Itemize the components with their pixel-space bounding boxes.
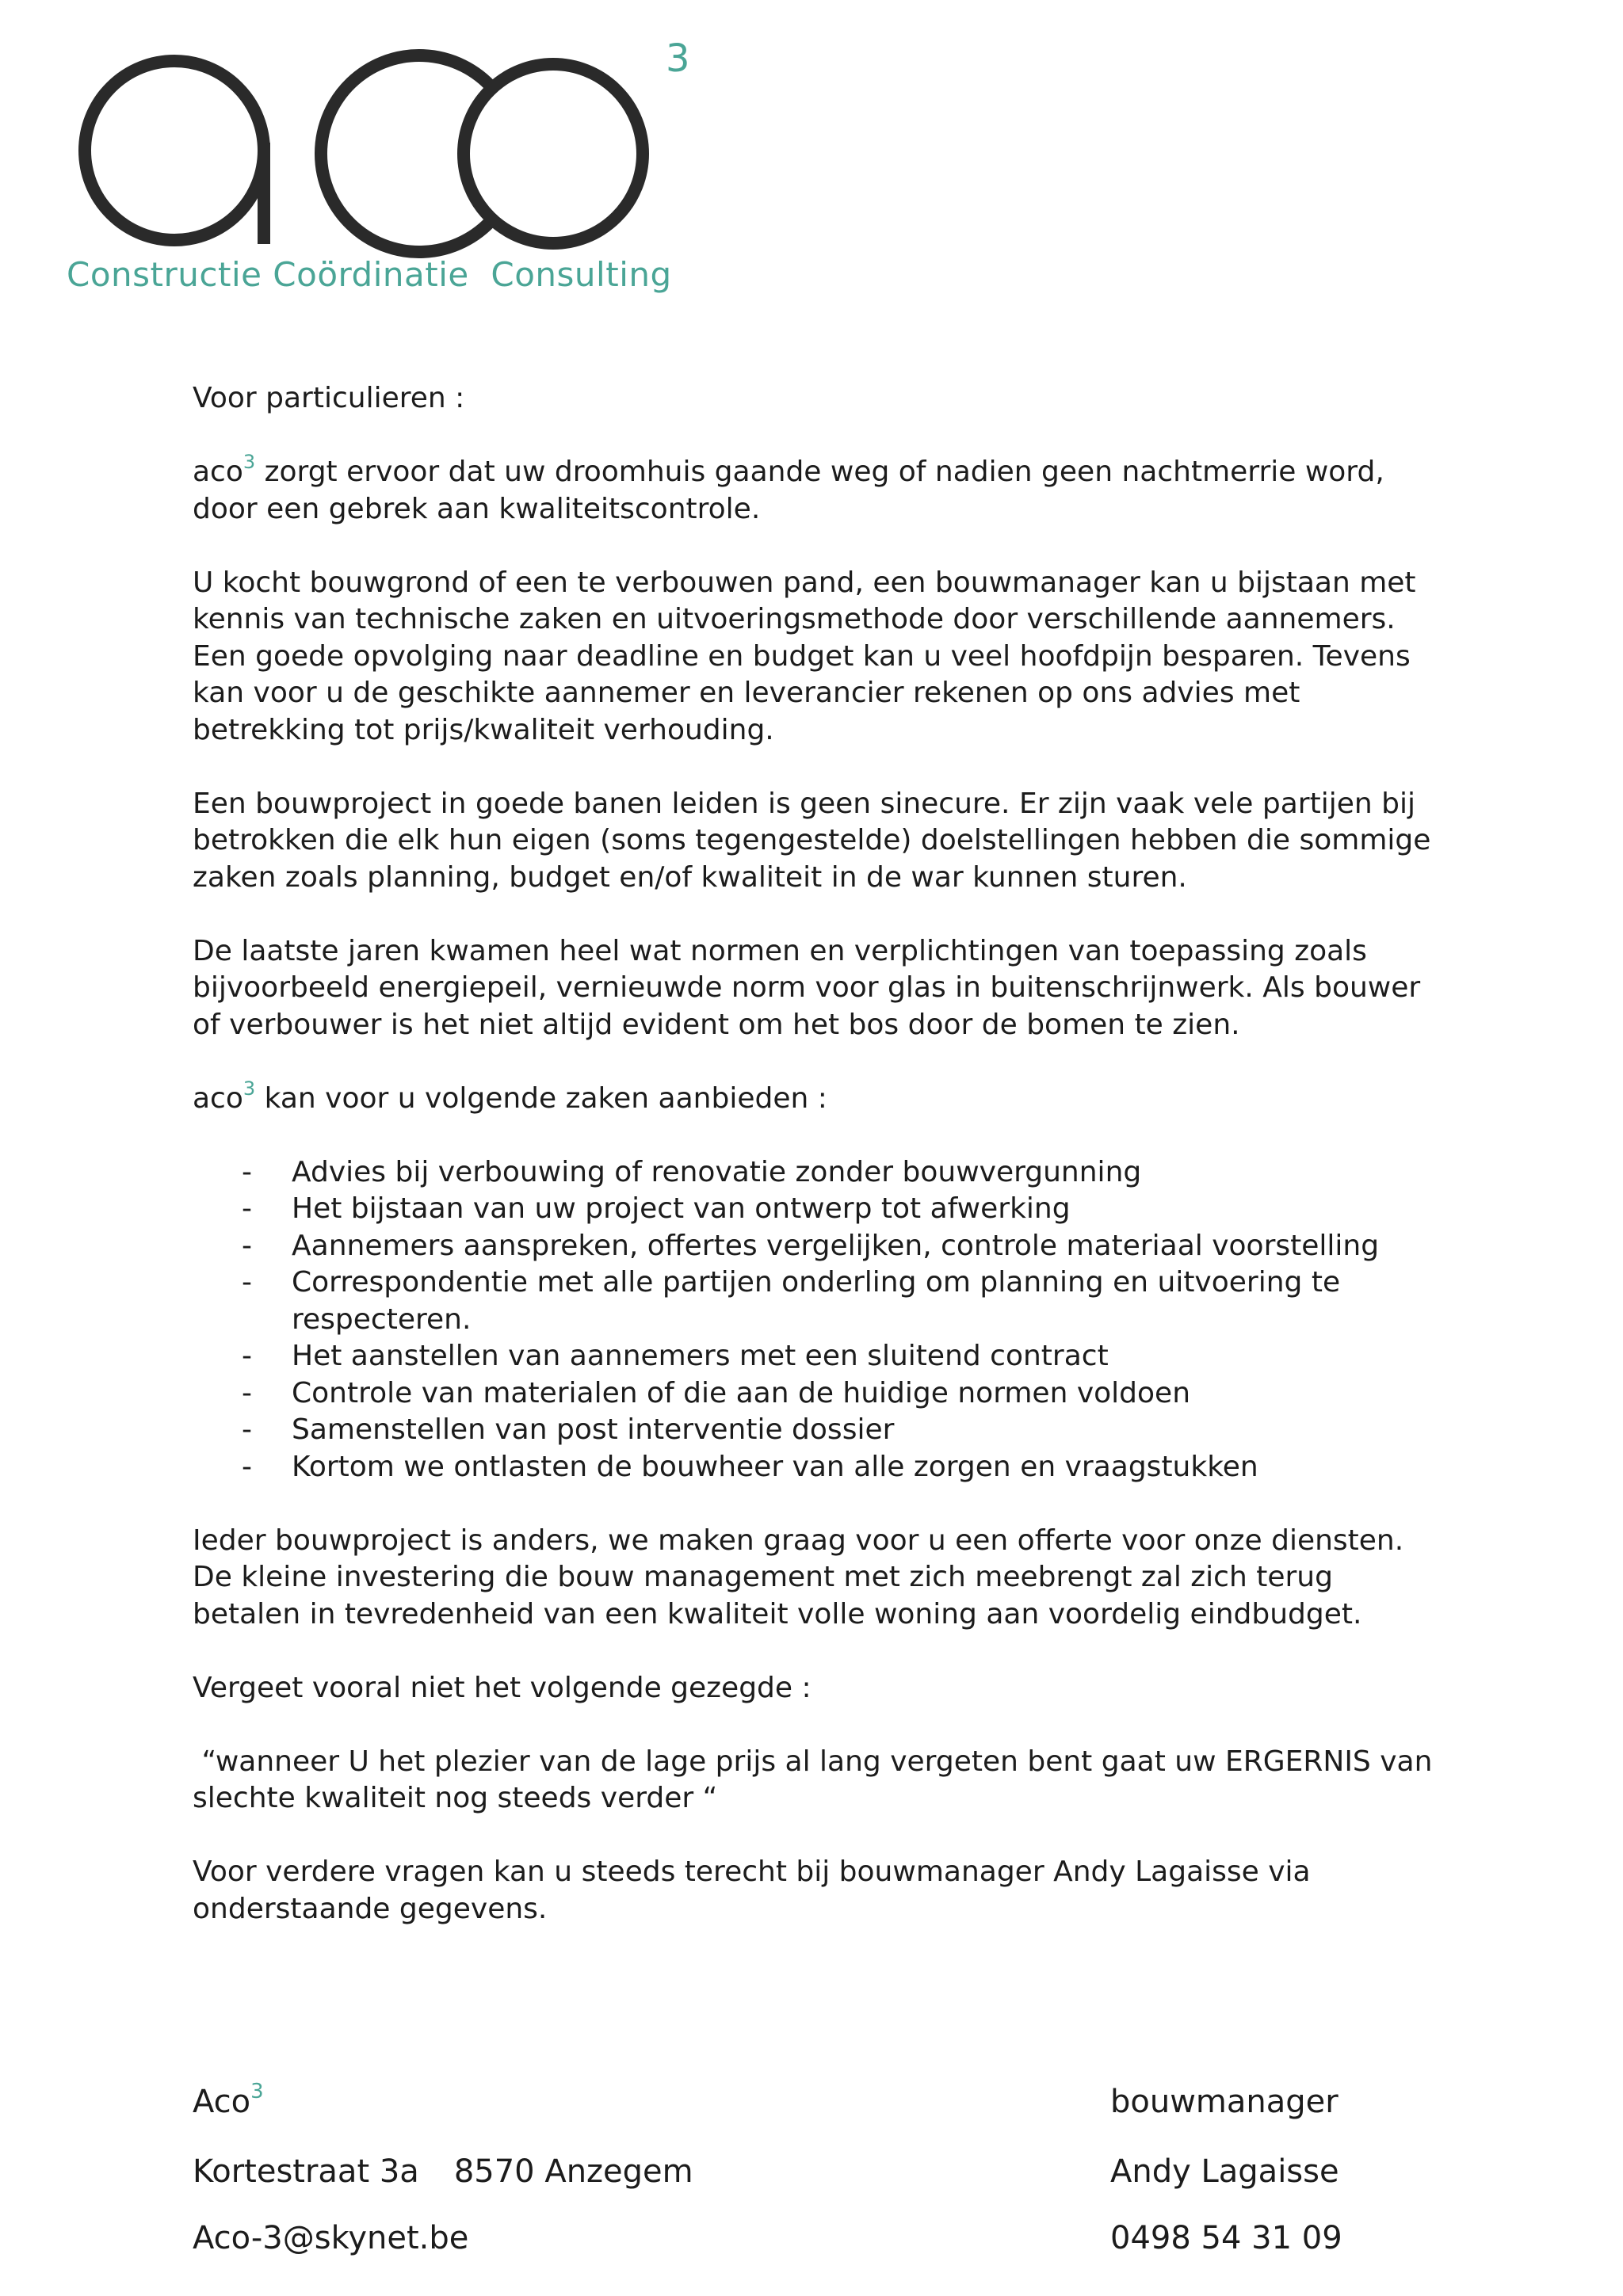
logo-letter-a-bowl	[85, 61, 264, 240]
footer-phone: 0498 54 31 09	[1110, 2220, 1342, 2256]
brand-name: aco	[193, 1081, 243, 1115]
paragraph-intro-text: zorgt ervoor dat uw droomhuis gaande weg of nadien geen nachtmerrie word, door een gebrek aan kwaliteitscontrole.	[193, 456, 1384, 525]
saying-quote: “wanneer U het plezier van de lage prijs al lang vergeten bent gaat uw ERGERNIS van slechte kwaliteit nog steeds verder “	[193, 1745, 1442, 1814]
list-item: - Controle van materialen of die aan de huidige normen voldoen	[193, 1375, 1445, 1413]
aco-logo-mark	[63, 32, 697, 269]
footer-company-superscript: 3	[250, 2080, 264, 2103]
footer-company	[193, 2080, 264, 2120]
footer-street: Kortestraat 3a	[193, 2153, 419, 2190]
list-item: - Aannemers aanspreken, offertes vergelijken, controle materiaal voorstelling	[193, 1228, 1445, 1265]
list-item: - Advies bij verbouwing of renovatie zonder bouwvergunning	[193, 1154, 1445, 1192]
closing-paragraph: Voor verdere vragen kan u steeds terecht bij bouwmanager Andy Lagaisse via onderstaande gegevens.	[193, 1855, 1311, 1925]
footer-company-name: Aco	[193, 2084, 251, 2120]
logo-tagline: Constructie Coördinatie Consulting	[67, 255, 672, 294]
brand-name: aco	[193, 456, 243, 488]
services-intro	[193, 1077, 1445, 1118]
list-item: - Het aanstellen van aannemers met een sluitend contract	[193, 1338, 1445, 1375]
footer-email[interactable]: Aco-3@skynet.be	[193, 2220, 469, 2256]
brand-superscript: 3	[242, 451, 256, 473]
paragraph-normen: De laatste jaren kwamen heel wat normen en verplichtingen van toepassing zoals bijvoorbeeld energiepeil, vernieuwde norm voor glas in buitenschrijnwerk. Als bouwer of verbouwer is het niet altijd evident om het bos door de bomen te zien.	[193, 934, 1421, 1041]
services-list	[193, 1154, 1445, 1486]
paragraph-bouwproject: Een bouwproject in goede banen leiden is geen sinecure. Er zijn vaak vele partijen bij betrokken die elk hun eigen (soms tegengestelde) doelstellingen hebben die sommige zaken zoals planning, budget en/of kwaliteit in de war kunnen sturen.	[193, 787, 1431, 894]
saying-intro: Vergeet vooral niet het volgende gezegde :	[193, 1671, 812, 1704]
services-intro-text: kan voor u volgende zaken aanbieden :	[255, 1081, 827, 1115]
list-item: - Het bijstaan van uw project van ontwerp tot afwerking	[193, 1191, 1445, 1228]
list-item: - Kortom we ontlasten de bouwheer van alle zorgen en vraagstukken	[193, 1449, 1445, 1486]
footer-city: 8570 Anzegem	[453, 2153, 693, 2190]
footer-address	[193, 2153, 693, 2190]
logo-letter-o	[464, 64, 643, 243]
paragraph-offerte: Ieder bouwproject is anders, we maken graag voor u een offerte voor onze diensten. De kleine investering die bouw management met zich meebrengt zal zich terug betalen in tevredenheid van een kwaliteit volle woning aan voordelig eindbudget.	[193, 1524, 1404, 1630]
brand-superscript: 3	[242, 1077, 256, 1100]
letter-body	[193, 380, 1445, 1965]
logo-superscript: 3	[666, 36, 690, 81]
list-item: - Samenstellen van post interventie dossier	[193, 1412, 1445, 1449]
intro-heading: Voor particulieren :	[193, 382, 465, 414]
paragraph-intro	[193, 451, 1445, 528]
footer-contact-name: Andy Lagaisse	[1110, 2153, 1339, 2190]
footer-role: bouwmanager	[1110, 2084, 1338, 2120]
paragraph-bouwgrond: U kocht bouwgrond of een te verbouwen pand, een bouwmanager kan u bijstaan met kennis van technische zaken en uitvoeringsmethode door verschillende aannemers. Een goede opvolging naar deadline en budget kan u veel hoofdpijn besparen. Tevens kan voor u de geschikte aannemer en leverancier rekenen op ons advies met betrekking tot prijs/kwaliteit verhouding.	[193, 566, 1416, 746]
list-item: - Correspondentie met alle partijen onderling om planning en uitvoering te respecteren.	[193, 1264, 1445, 1338]
